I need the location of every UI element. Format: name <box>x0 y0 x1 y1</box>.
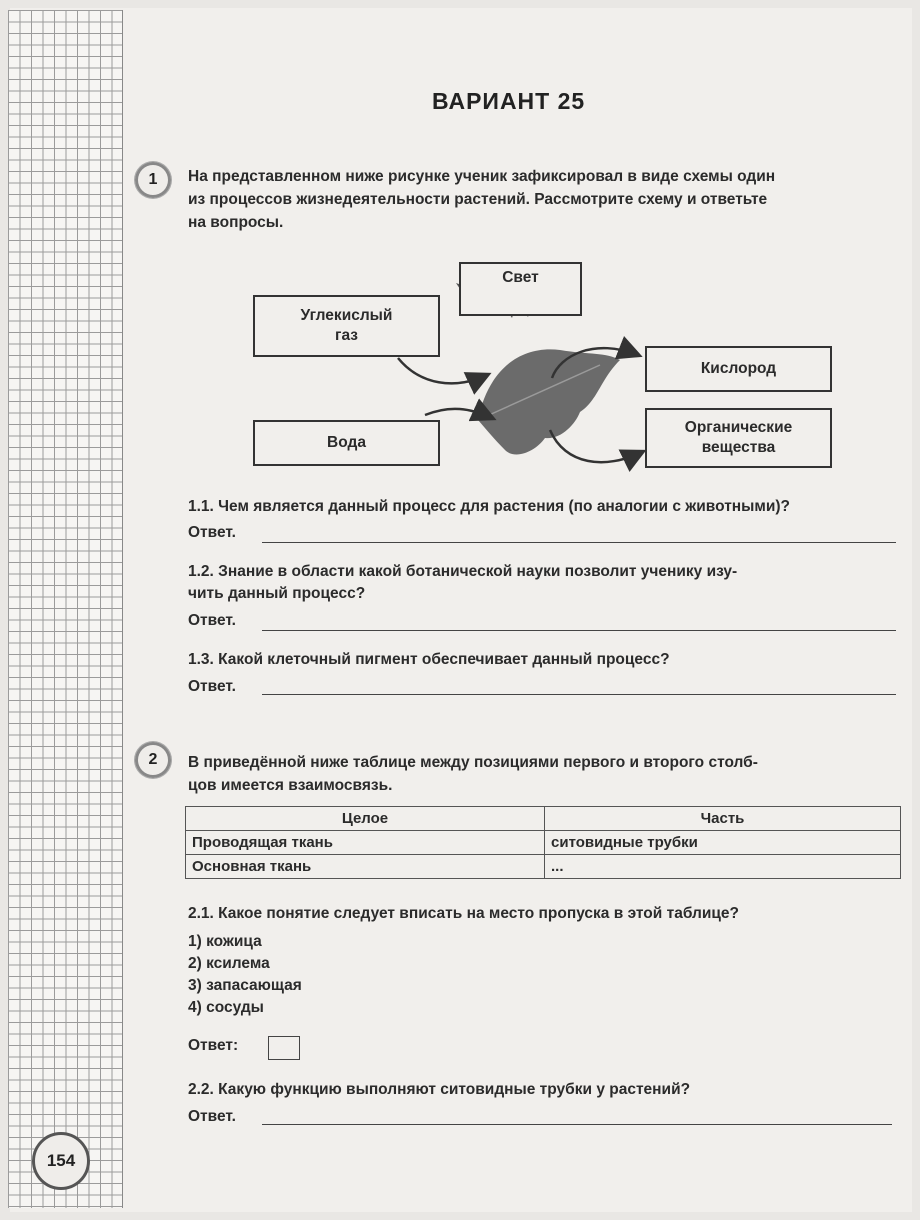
answer-label-2-2: Ответ. <box>188 1108 236 1125</box>
answer-line-1-1[interactable] <box>262 542 896 543</box>
sun-label: Свет <box>502 269 539 286</box>
table-header-whole: Целое <box>186 807 545 831</box>
water-box <box>253 420 440 466</box>
answer-label-1-1: Ответ. <box>188 524 236 541</box>
question-2-2: 2.2. Какую функцию выполняют ситовидные трубки у растений? <box>188 1081 691 1098</box>
option-4: 4) сосуды <box>188 999 264 1016</box>
option-2: 2) ксилема <box>188 955 270 972</box>
oxygen-box <box>645 346 832 392</box>
question-2-text-line-2: цов имеется взаимосвязь. <box>188 777 393 794</box>
answer-line-1-3[interactable] <box>262 694 896 695</box>
leaf-icon <box>478 349 620 454</box>
organic-label-line-1: Органические <box>684 419 793 436</box>
co2-label-line-1: Углекислый <box>300 307 393 324</box>
answer-label-2-1: Ответ: <box>188 1037 239 1054</box>
question-1-1: 1.1. Чем является данный процесс для растения (по аналогии с животными)? <box>188 498 791 515</box>
page-number: 154 <box>32 1132 90 1190</box>
answer-label-1-3: Ответ. <box>188 678 236 695</box>
table-cell: ситовидные трубки <box>545 831 901 855</box>
relation-table <box>185 806 901 879</box>
option-1: 1) кожица <box>188 933 262 950</box>
sun-box <box>459 262 582 316</box>
question-1-3: 1.3. Какой клеточный пигмент обеспечивает данный процесс? <box>188 651 670 668</box>
question-2-text-line-1: В приведённой ниже таблице между позициями первого и второго столб- <box>188 754 758 771</box>
table-header-part: Часть <box>545 807 901 831</box>
option-3: 3) запасающая <box>188 977 302 994</box>
table-row <box>186 831 901 855</box>
question-1-2-line-2: чить данный процесс? <box>188 585 366 602</box>
answer-line-2-2[interactable] <box>262 1124 892 1125</box>
table-cell: Основная ткань <box>186 855 545 879</box>
answer-box-2-1[interactable] <box>268 1036 300 1060</box>
co2-arrow <box>398 358 487 383</box>
question-1-text-line-1: На представленном ниже рисунке ученик зафиксировал в виде схемы один <box>188 168 776 185</box>
table-cell-blank: ... <box>545 855 901 879</box>
organic-box <box>645 408 832 468</box>
co2-box <box>253 295 440 357</box>
question-1-text-line-2: из процессов жизнедеятельности растений. Рассмотрите схему и ответьте <box>188 191 768 208</box>
answer-line-1-2[interactable] <box>262 630 896 631</box>
question-1-2-line-1: 1.2. Знание в области какой ботанической науки позволит ученику изу- <box>188 563 738 580</box>
water-label: Вода <box>327 434 366 451</box>
co2-label-line-2: газ <box>335 327 358 344</box>
question-2-1: 2.1. Какое понятие следует вписать на место пропуска в этой таблице? <box>188 905 739 922</box>
question-1-text-line-3: на вопросы. <box>188 214 284 231</box>
table-cell: Проводящая ткань <box>186 831 545 855</box>
answer-label-1-2: Ответ. <box>188 612 236 629</box>
question-1-number: 1 <box>135 162 171 198</box>
organic-arrow <box>550 430 642 462</box>
table-header-row <box>186 807 901 831</box>
page-title: ВАРИАНТ 25 <box>432 88 586 114</box>
oxygen-label: Кислород <box>700 360 777 377</box>
organic-label-line-2: вещества <box>701 439 776 456</box>
question-2-number: 2 <box>135 742 171 778</box>
table-row <box>186 855 901 879</box>
